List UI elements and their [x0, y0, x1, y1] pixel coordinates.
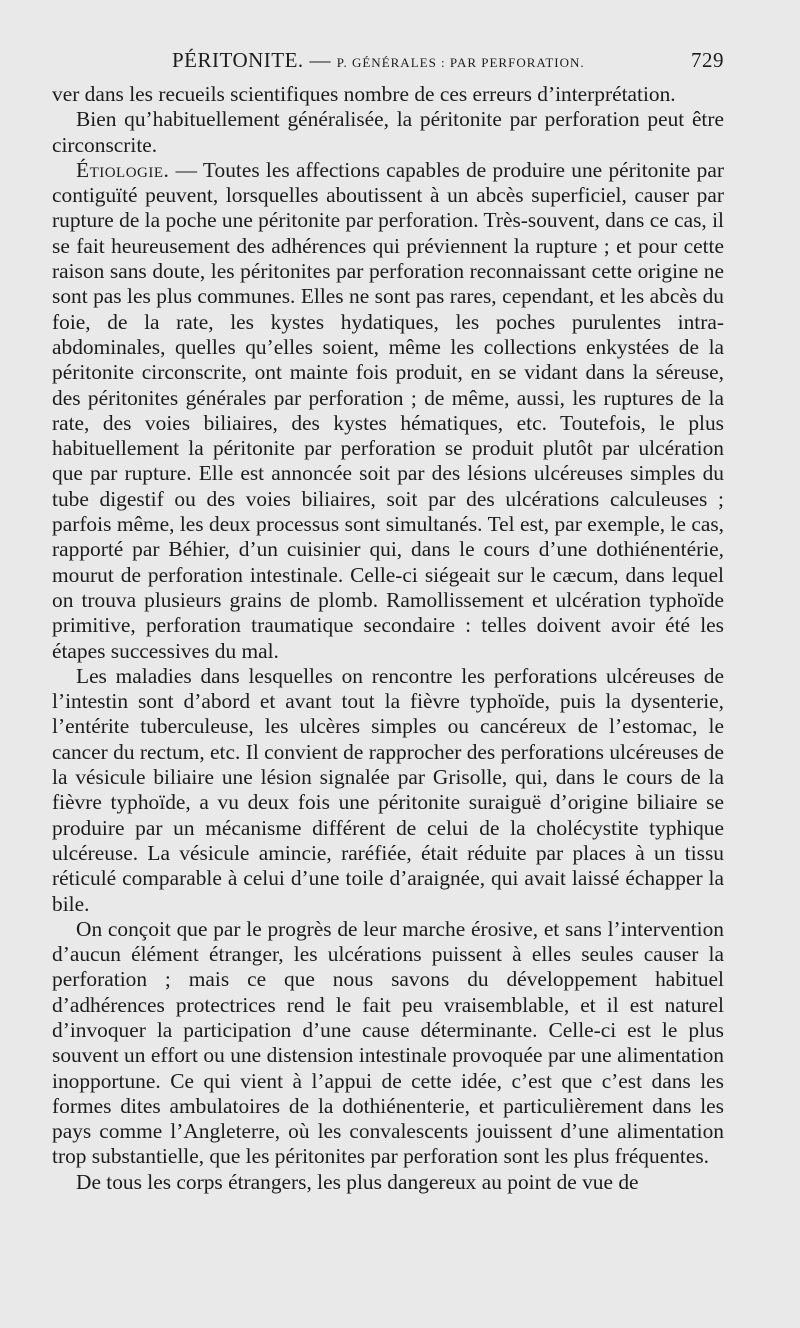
paragraph [52, 107, 724, 158]
paragraph-text: Bien qu’habituellement généralisée, la péritonite par perforation peut être circonscrite. [52, 107, 724, 157]
running-header [52, 48, 724, 78]
paragraph-text: — Toutes les affections capables de produire une péritonite par contiguïté peuvent, lorsquelles aboutissent à un abcès superficiel, causer par rupture de la poche une péritonite par perforation. Très-souvent, dans ce cas, il se fait heureusement des adhérences qui préviennent la rupture ; et pour cette raison sans doute, les péritonites par perforation reconnaissant cette origine ne sont pas les plus communes. Elles ne sont pas rares, cependant, et les abcès du foie, de la rate, les kystes hydatiques, les poches purulentes intra-abdominales, quelles qu’elles soient, même les collections enkystées de la péritonite circonscrite, ont mainte fois produit, en se vidant dans la séreuse, des péritonites générales par perforation ; de même, aussi, les ruptures de la rate, des voies biliaires, des kystes hématiques, etc. Toutefois, le plus habituellement la péritonite par perforation se produit plutôt par ulcération que par rupture. Elle est annoncée soit par des lésions ulcéreuses simples du tube digestif ou des voies biliaires, soit par des ulcérations calculeuses ; parfois même, les deux processus sont simultanés. Tel est, par exemple, le cas, rapporté par Béhier, d’un cuisinier qui, dans le cours d’une dothiénentérie, mourut de perforation intestinale. Celle-ci siégeait sur le cæcum, dans lequel on trouva plusieurs grains de plomb. Ramollissement et ulcération typhoïde primitive, perforation traumatique secondaire : telles doivent avoir été les étapes successives du mal. [52, 157, 724, 663]
paragraph [52, 917, 724, 1170]
running-title-dash: — [303, 48, 337, 72]
paragraph-etiologie [52, 158, 724, 664]
body-text [52, 82, 724, 1195]
paragraph [52, 664, 724, 917]
paragraph [52, 1170, 724, 1195]
paragraph-text: De tous les corps étrangers, les plus dangereux au point de vue de [76, 1169, 639, 1194]
running-title-main: PÉRITONITE. [172, 48, 304, 72]
paragraph-continuation [52, 82, 724, 107]
paragraph-text: Les maladies dans lesquelles on rencontre les perforations ulcéreuses de l’intestin sont d’abord et avant tout la fièvre typhoïde, puis la dysenterie, l’entérite tuberculeuse, les ulcères simples ou cancéreux de l’estomac, le cancer du rectum, etc. Il convient de rapprocher des perforations ulcéreuses de la vésicule biliaire une lésion signalée par Grisolle, qui, dans le cours de la fièvre typhoïde, a vu deux fois une péritonite suraiguë d’origine biliaire se produire par un mécanisme différent de celui de la cholécystite typhique ulcéreuse. La vésicule amincie, raréfiée, était réduite par places à un tissu réticulé comparable à celui d’une toile d’araignée, qui avait laissé échapper la bile. [52, 663, 724, 916]
running-title [172, 48, 585, 73]
paragraph-text: ver dans les recueils scientifiques nombre de ces erreurs d’interprétation. [52, 82, 676, 106]
section-heading: Étiologie. [76, 157, 170, 182]
paragraph-text: On conçoit que par le progrès de leur marche érosive, et sans l’intervention d’aucun élément étranger, les ulcérations puissent à elles seules causer la perforation ; mais ce que nous savons du développement habituel d’adhérences protectrices rend le fait peu vraisemblable, et il est naturel d’invoquer la participation d’une cause déterminante. Celle-ci est le plus souvent un effort ou une distension intestinale provoquée par une alimentation inopportune. Ce qui vient à l’appui de cette idée, c’est que c’est dans les formes dites ambulatoires de la dothiénenterie, et particulièrement dans les pays comme l’Angleterre, où les convalescents jouissent d’une alimentation trop substantielle, que les péritonites par perforation sont les plus fréquentes. [52, 916, 724, 1169]
running-title-sub: P. GÉNÉRALES : PAR PERFORATION. [336, 55, 585, 70]
page-number: 729 [691, 48, 724, 72]
